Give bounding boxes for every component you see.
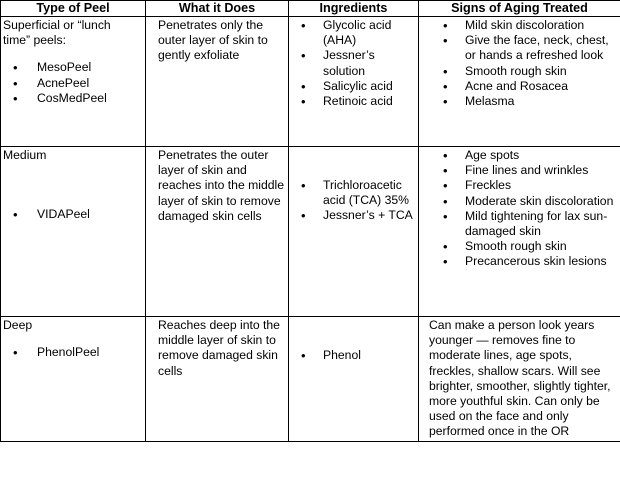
header-what-it-does: What it Does <box>146 1 289 17</box>
peel-type-list <box>3 60 141 106</box>
table-row-superficial <box>1 17 620 147</box>
list-item: • Fine lines and wrinkles <box>443 163 616 178</box>
list-item: • Freckles <box>443 178 616 193</box>
list-item: • Salicylic acid <box>301 79 414 94</box>
ingredient-list <box>301 348 414 363</box>
does-text: Reaches deep into the middle layer of skin to remove damaged skin cells <box>158 318 280 378</box>
list-item: • PhenolPeel <box>13 345 141 360</box>
cell-ingredients-superficial <box>289 17 419 147</box>
cell-signs-medium <box>419 147 620 317</box>
signs-list <box>443 148 616 270</box>
table-row-deep <box>1 317 620 442</box>
peel-type-label: Superficial or “lunch time” peels: <box>3 18 111 48</box>
peel-type-list <box>3 207 141 222</box>
does-text: Penetrates the outer layer of skin and reaches into the middle layer of skin to remove damaged skin cells <box>158 148 285 223</box>
list-item: • Acne and Rosacea <box>443 79 616 94</box>
list-item: • Smooth rough skin <box>443 64 616 79</box>
table-header-row <box>1 1 620 17</box>
header-signs-of-aging: Signs of Aging Treated <box>419 1 620 17</box>
list-item: • Precancerous skin lesions <box>443 254 616 269</box>
ingredient-list <box>301 178 414 224</box>
cell-does-superficial <box>146 17 289 147</box>
signs-text: Can make a person look years younger — removes fine to moderate lines, age spots, freckles, shallow scars. Will see brighter, smoother, slightly tighter, more youthful skin. Can only be used on the face and only performed once in the OR <box>429 318 611 439</box>
list-item: • VIDAPeel <box>13 207 141 222</box>
header-type-of-peel: Type of Peel <box>1 1 146 17</box>
list-item: • Trichloroacetic acid (TCA) 35% <box>301 178 414 208</box>
table-row-medium <box>1 147 620 317</box>
cell-signs-superficial <box>419 17 620 147</box>
cell-does-deep <box>146 317 289 442</box>
cell-signs-deep <box>419 317 620 442</box>
cell-ingredients-deep <box>289 317 419 442</box>
list-item: • Retinoic acid <box>301 94 414 109</box>
list-item: • CosMedPeel <box>13 91 141 106</box>
list-item: • AcnePeel <box>13 76 141 91</box>
does-text: Penetrates only the outer layer of skin to gently exfoliate <box>158 18 268 63</box>
list-item: • Jessner’s solution <box>301 48 414 78</box>
peel-type-label: Medium <box>3 148 47 162</box>
peel-type-label: Deep <box>3 318 33 332</box>
signs-list <box>443 18 616 109</box>
list-item: • Mild tightening for lax sun-damaged skin <box>443 209 616 239</box>
list-item: • Melasma <box>443 94 616 109</box>
list-item: • Glycolic acid (AHA) <box>301 18 414 48</box>
cell-does-medium <box>146 147 289 317</box>
list-item: • Smooth rough skin <box>443 239 616 254</box>
list-item: • Jessner’s + TCA <box>301 208 414 223</box>
list-item: • Age spots <box>443 148 616 163</box>
list-item: • Mild skin discoloration <box>443 18 616 33</box>
header-ingredients: Ingredients <box>289 1 419 17</box>
peel-type-list <box>3 345 141 360</box>
list-item: • MesoPeel <box>13 60 141 75</box>
cell-type-superficial <box>1 17 146 147</box>
ingredient-list <box>301 18 414 109</box>
list-item: • Phenol <box>301 348 414 363</box>
cell-type-deep <box>1 317 146 442</box>
list-item: • Give the face, neck, chest, or hands a refreshed look <box>443 33 616 63</box>
cell-ingredients-medium <box>289 147 419 317</box>
list-item: • Moderate skin discoloration <box>443 194 616 209</box>
cell-type-medium <box>1 147 146 317</box>
